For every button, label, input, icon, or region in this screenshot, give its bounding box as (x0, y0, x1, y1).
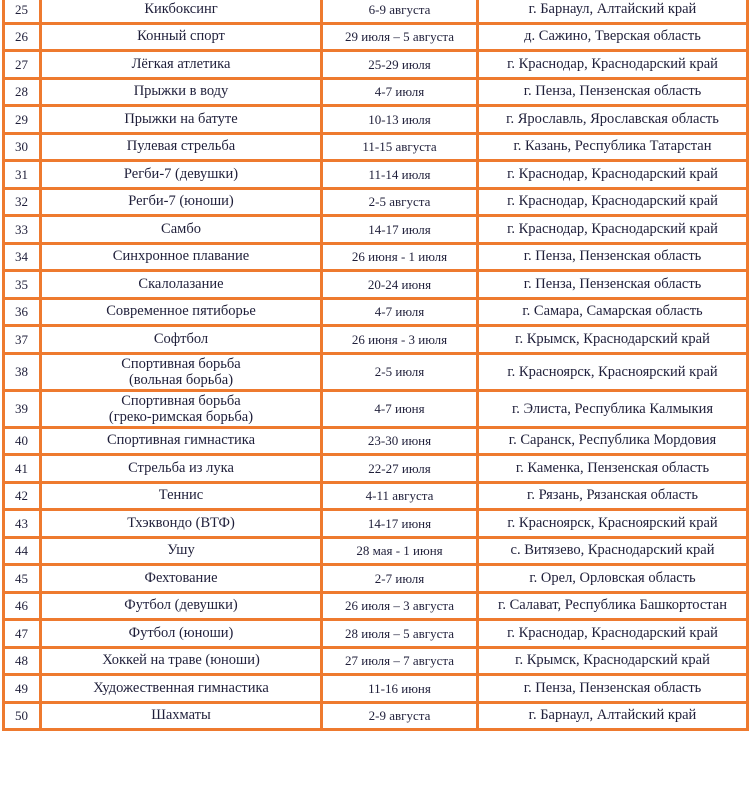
sport-name: Футбол (девушки) (41, 592, 322, 620)
sport-name: Регби-7 (девушки) (41, 161, 322, 189)
sport-name: Кикбоксинг (41, 0, 322, 23)
table-row (4, 510, 748, 538)
event-location: г. Казань, Республика Татарстан (478, 133, 748, 161)
row-number: 36 (4, 298, 41, 326)
table-body (4, 0, 748, 730)
row-number: 48 (4, 647, 41, 675)
event-location: г. Ярославль, Ярославская область (478, 106, 748, 134)
row-number: 27 (4, 51, 41, 79)
table-row (4, 298, 748, 326)
row-number: 26 (4, 23, 41, 51)
sport-name: Самбо (41, 216, 322, 244)
row-number: 46 (4, 592, 41, 620)
competition-schedule-table (2, 0, 749, 731)
sport-name (41, 353, 322, 390)
table-row (4, 161, 748, 189)
table-row (4, 390, 748, 427)
event-dates: 2-5 июля (322, 353, 478, 390)
row-number: 29 (4, 106, 41, 134)
event-dates: 11-14 июля (322, 161, 478, 189)
event-dates: 26 июня - 3 июля (322, 326, 478, 354)
event-location: г. Краснодар, Краснодарский край (478, 216, 748, 244)
event-location: г. Красноярск, Красноярский край (478, 510, 748, 538)
event-location: г. Крымск, Краснодарский край (478, 647, 748, 675)
event-dates: 25-29 июля (322, 51, 478, 79)
table-row (4, 427, 748, 455)
row-number: 33 (4, 216, 41, 244)
row-number: 30 (4, 133, 41, 161)
event-dates: 14-17 июня (322, 510, 478, 538)
sport-name: Ушу (41, 537, 322, 565)
sport-name-line2: (греко-римская борьба) (108, 408, 254, 425)
table-row (4, 702, 748, 730)
table-row (4, 455, 748, 483)
event-location: г. Краснодар, Краснодарский край (478, 620, 748, 648)
event-dates: 4-11 августа (322, 482, 478, 510)
table-row (4, 51, 748, 79)
event-location: г. Орел, Орловская область (478, 565, 748, 593)
sport-name: Тхэквондо (ВТФ) (41, 510, 322, 538)
table-row (4, 592, 748, 620)
row-number: 43 (4, 510, 41, 538)
table-row (4, 23, 748, 51)
table-row (4, 133, 748, 161)
event-location: г. Пенза, Пензенская область (478, 78, 748, 106)
table-row (4, 243, 748, 271)
event-location: г. Рязань, Рязанская область (478, 482, 748, 510)
row-number: 44 (4, 537, 41, 565)
event-dates: 4-7 июля (322, 298, 478, 326)
event-dates: 11-16 июня (322, 675, 478, 703)
event-dates: 6-9 августа (322, 0, 478, 23)
sport-name: Лёгкая атлетика (41, 51, 322, 79)
event-dates: 22-27 июля (322, 455, 478, 483)
event-dates: 2-7 июля (322, 565, 478, 593)
event-dates: 11-15 августа (322, 133, 478, 161)
row-number: 40 (4, 427, 41, 455)
event-location: г. Салават, Республика Башкортостан (478, 592, 748, 620)
table-row (4, 353, 748, 390)
event-dates: 23-30 июня (322, 427, 478, 455)
sport-name: Скалолазание (41, 271, 322, 299)
sport-name-line2: (вольная борьба) (128, 371, 234, 388)
event-dates: 27 июля – 7 августа (322, 647, 478, 675)
table-row (4, 647, 748, 675)
event-location: г. Элиста, Республика Калмыкия (478, 390, 748, 427)
event-location: г. Саранск, Республика Мордовия (478, 427, 748, 455)
event-dates: 28 мая - 1 июня (322, 537, 478, 565)
row-number: 28 (4, 78, 41, 106)
table-row (4, 482, 748, 510)
event-location: г. Барнаул, Алтайский край (478, 0, 748, 23)
row-number: 32 (4, 188, 41, 216)
sport-name: Софтбол (41, 326, 322, 354)
sport-name: Конный спорт (41, 23, 322, 51)
table-row (4, 0, 748, 23)
event-location: г. Каменка, Пензенская область (478, 455, 748, 483)
sport-name: Стрельба из лука (41, 455, 322, 483)
sport-name: Футбол (юноши) (41, 620, 322, 648)
event-dates: 2-9 августа (322, 702, 478, 730)
event-dates: 4-7 июня (322, 390, 478, 427)
table-row (4, 216, 748, 244)
event-dates: 10-13 июля (322, 106, 478, 134)
event-dates: 14-17 июля (322, 216, 478, 244)
event-dates: 29 июля – 5 августа (322, 23, 478, 51)
sport-name (41, 390, 322, 427)
row-number: 45 (4, 565, 41, 593)
row-number: 35 (4, 271, 41, 299)
event-location: г. Краснодар, Краснодарский край (478, 161, 748, 189)
event-location: г. Пенза, Пензенская область (478, 243, 748, 271)
event-dates: 28 июля – 5 августа (322, 620, 478, 648)
row-number: 34 (4, 243, 41, 271)
row-number: 39 (4, 390, 41, 427)
event-location: г. Крымск, Краснодарский край (478, 326, 748, 354)
event-location: г. Барнаул, Алтайский край (478, 702, 748, 730)
sport-name: Шахматы (41, 702, 322, 730)
event-location: д. Сажино, Тверская область (478, 23, 748, 51)
sport-name: Регби-7 (юноши) (41, 188, 322, 216)
sport-name: Пулевая стрельба (41, 133, 322, 161)
sport-name: Синхронное плавание (41, 243, 322, 271)
sport-name: Теннис (41, 482, 322, 510)
event-dates: 20-24 июня (322, 271, 478, 299)
row-number: 41 (4, 455, 41, 483)
event-dates: 2-5 августа (322, 188, 478, 216)
event-dates: 26 июля – 3 августа (322, 592, 478, 620)
event-location: г. Пенза, Пензенская область (478, 675, 748, 703)
table-row (4, 326, 748, 354)
row-number: 42 (4, 482, 41, 510)
row-number: 31 (4, 161, 41, 189)
table-row (4, 675, 748, 703)
row-number: 49 (4, 675, 41, 703)
row-number: 37 (4, 326, 41, 354)
table-row (4, 271, 748, 299)
event-dates: 26 июня - 1 июля (322, 243, 478, 271)
sport-name: Прыжки на батуте (41, 106, 322, 134)
table-row (4, 78, 748, 106)
table-row (4, 565, 748, 593)
row-number: 38 (4, 353, 41, 390)
sport-name: Художественная гимнастика (41, 675, 322, 703)
sport-name-line1: Спортивная борьба (121, 392, 241, 409)
row-number: 47 (4, 620, 41, 648)
row-number: 50 (4, 702, 41, 730)
row-number: 25 (4, 0, 41, 23)
event-location: г. Краснодар, Краснодарский край (478, 188, 748, 216)
table-row (4, 106, 748, 134)
sport-name: Прыжки в воду (41, 78, 322, 106)
sport-name: Фехтование (41, 565, 322, 593)
sport-name: Современное пятиборье (41, 298, 322, 326)
event-location: г. Самара, Самарская область (478, 298, 748, 326)
table-row (4, 620, 748, 648)
table-row (4, 188, 748, 216)
event-dates: 4-7 июля (322, 78, 478, 106)
sport-name: Спортивная гимнастика (41, 427, 322, 455)
event-location: г. Краснодар, Краснодарский край (478, 51, 748, 79)
event-location: г. Красноярск, Красноярский край (478, 353, 748, 390)
event-location: г. Пенза, Пензенская область (478, 271, 748, 299)
sport-name: Хоккей на траве (юноши) (41, 647, 322, 675)
event-location: с. Витязево, Краснодарский край (478, 537, 748, 565)
sport-name-line1: Спортивная борьба (121, 355, 241, 372)
table-row (4, 537, 748, 565)
